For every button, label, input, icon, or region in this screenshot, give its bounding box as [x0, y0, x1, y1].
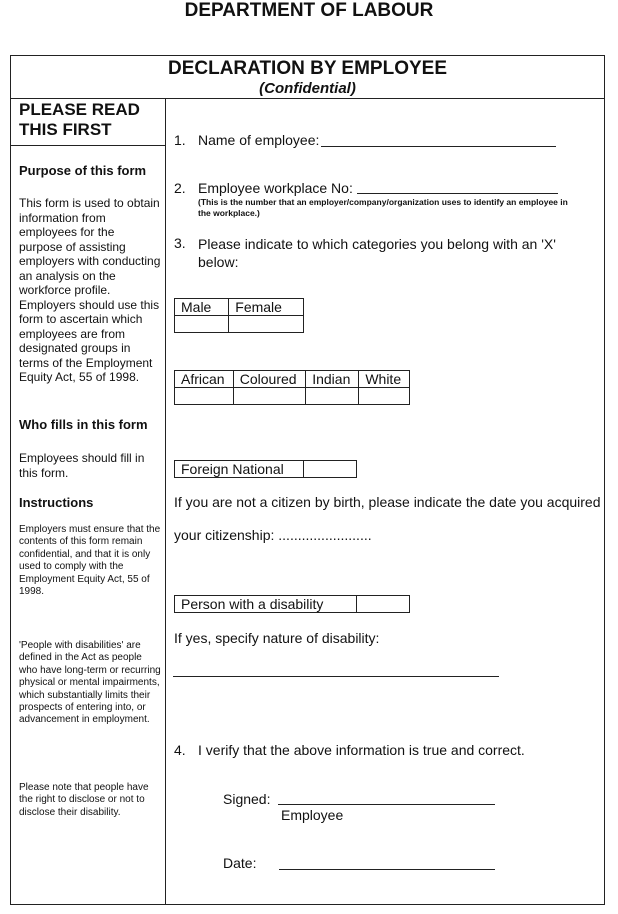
- q2-number: 2.: [174, 180, 186, 196]
- signature-field[interactable]: [278, 804, 495, 805]
- citizenship-date-field[interactable]: your citizenship: ........................: [174, 527, 372, 543]
- disability-checkbox-cell[interactable]: [357, 596, 410, 613]
- form-title: DECLARATION BY EMPLOYEE: [167, 58, 448, 79]
- gender-table: [174, 298, 304, 333]
- race-option-white: White: [359, 371, 410, 388]
- purpose-heading: Purpose of this form: [19, 163, 147, 178]
- form-subtitle: (Confidential): [259, 80, 356, 97]
- white-checkbox-cell[interactable]: [359, 388, 410, 405]
- signed-label: Signed:: [223, 791, 271, 807]
- gender-option-female: Female: [229, 299, 304, 316]
- who-fills-text: Employees should fill in this form.: [19, 451, 145, 480]
- q2-note: (This is the number that an employer/company/organization uses to identify an employee in the workplace.): [198, 197, 568, 218]
- date-field[interactable]: [279, 869, 495, 870]
- foreign-national-checkbox-cell[interactable]: [304, 461, 357, 478]
- q1-label: Name of employee:: [198, 132, 320, 148]
- q4-number: 4.: [174, 742, 186, 758]
- indian-checkbox-cell[interactable]: [306, 388, 359, 405]
- african-checkbox-cell[interactable]: [175, 388, 234, 405]
- male-checkbox-cell[interactable]: [175, 316, 229, 333]
- who-fills-heading: Who fills in this form: [19, 417, 148, 432]
- foreign-national-label: Foreign National: [175, 461, 304, 478]
- foreign-national-table: [174, 460, 357, 478]
- disabilities-definition-text: 'People with disabilities' are defined in the Act as people who have long-term or recurring physical or mental impairments, which substantially limits their prospects of entering into, or advancement in employment.: [19, 640, 161, 726]
- disability-nature-field[interactable]: [173, 676, 499, 677]
- instructions-text: Employers must ensure that the contents of this form remain confidential, and that it is only used to comply with the Employment Equity Act, 55 of 1998.: [19, 524, 161, 598]
- instructions-heading: Instructions: [19, 495, 94, 510]
- race-option-indian: Indian: [306, 371, 359, 388]
- q3-label: Please indicate to which categories you belong with an 'X' below:: [198, 236, 556, 270]
- header-divider: [10, 98, 605, 99]
- race-table: [174, 370, 410, 405]
- female-checkbox-cell[interactable]: [229, 316, 304, 333]
- disability-table: [174, 595, 410, 613]
- gender-option-male: Male: [175, 299, 229, 316]
- read-first-divider: [10, 145, 166, 146]
- employee-caption: Employee: [281, 807, 344, 823]
- department-heading: DEPARTMENT OF LABOUR: [184, 0, 434, 21]
- q2-label: Employee workplace No:: [198, 180, 353, 196]
- column-divider: [165, 98, 166, 905]
- date-label: Date:: [223, 855, 257, 871]
- citizenship-instruction: If you are not a citizen by birth, please indicate the date you acquired: [174, 494, 601, 510]
- q3-number: 3.: [174, 235, 186, 251]
- race-option-african: African: [175, 371, 234, 388]
- race-option-coloured: Coloured: [233, 371, 305, 388]
- disability-label: Person with a disability: [175, 596, 357, 613]
- q1-number: 1.: [174, 132, 186, 148]
- q4-label: I verify that the above information is true and correct.: [198, 742, 525, 758]
- employee-name-field[interactable]: [321, 146, 556, 147]
- coloured-checkbox-cell[interactable]: [233, 388, 305, 405]
- purpose-text: This form is used to obtain information from employees for the purpose of assisting employers with conducting an analysis on the workforce profile. Employers should use this form to ascertain which employees are from designated groups in terms of the Employment Equity Act, 55 of 1998.: [19, 196, 161, 384]
- disclose-note-text: Please note that people have the right to disclose or not to disclose their disability.: [19, 782, 149, 818]
- disability-specify-label: If yes, specify nature of disability:: [174, 630, 380, 646]
- read-first-heading: PLEASE READ THIS FIRST: [19, 100, 140, 139]
- workplace-number-field[interactable]: [357, 193, 558, 194]
